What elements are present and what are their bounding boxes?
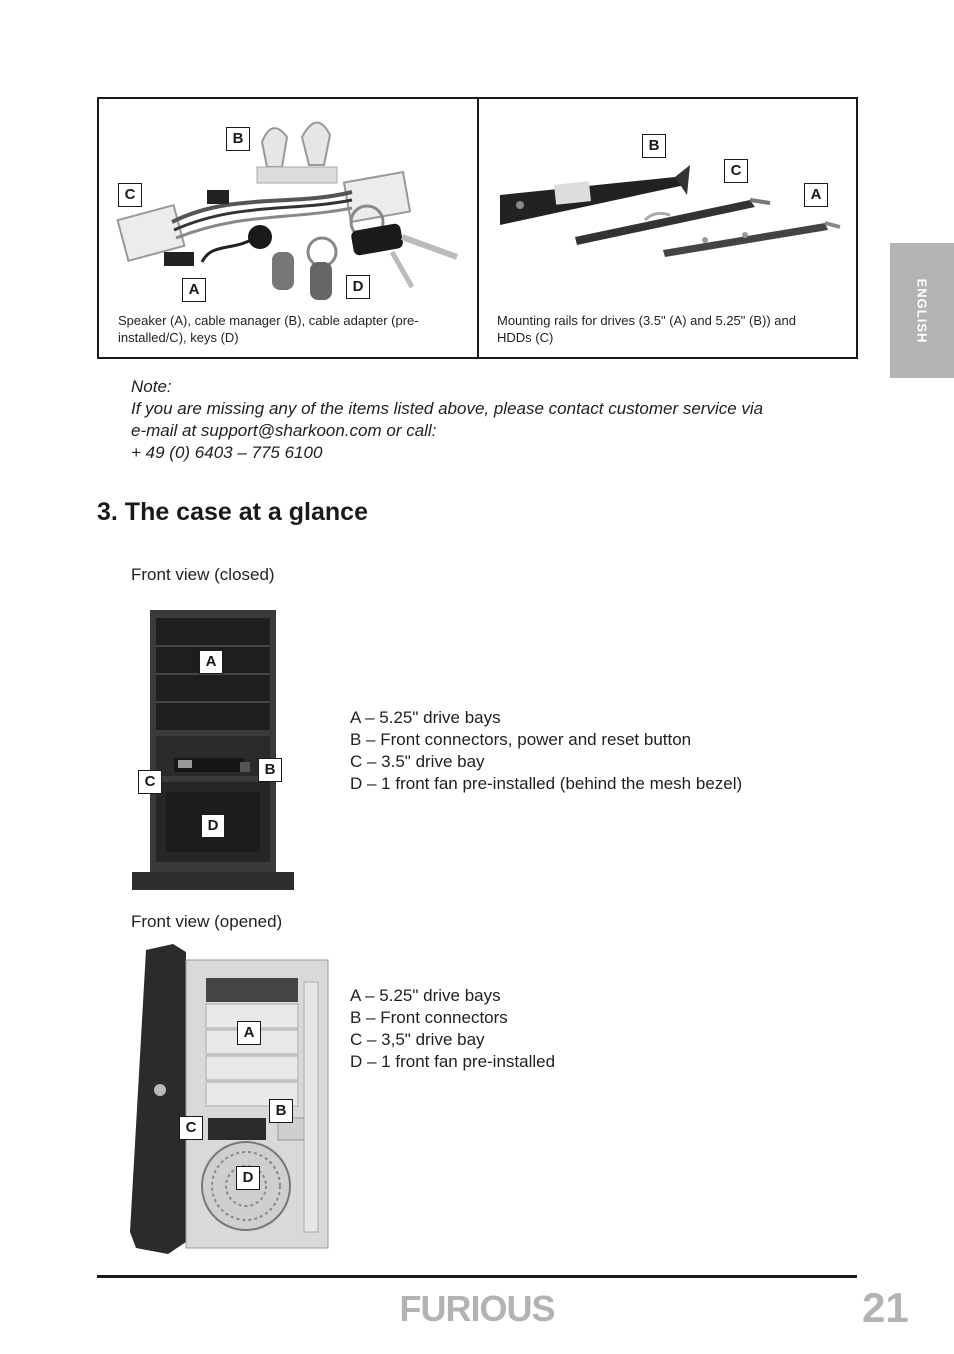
page-number: 21 xyxy=(862,1284,909,1331)
front-closed-subtitle: Front view (closed) xyxy=(131,565,275,584)
label-b-front-opened: B xyxy=(269,1099,293,1123)
front-closed-legend-d: D – 1 front fan pre-installed (behind the mesh bezel) xyxy=(350,774,743,793)
accessories-caption-line1: Speaker (A), cable manager (B), cable adapter (pre- xyxy=(118,313,419,328)
note-label: Note: xyxy=(131,377,172,396)
label-a-rails: A xyxy=(804,183,828,207)
front-opened-legend-d: D – 1 front fan pre-installed xyxy=(350,1052,556,1071)
label-a-front-closed: A xyxy=(199,650,223,674)
language-tab xyxy=(890,243,954,378)
label-b-front-closed: B xyxy=(258,758,282,782)
footer-brand: FURIOUS xyxy=(399,1288,555,1329)
label-c-front-opened: C xyxy=(179,1116,203,1140)
label-d-accessories: D xyxy=(346,275,370,299)
note-line1: If you are missing any of the items listed above, please contact customer service via xyxy=(131,399,764,418)
label-a-accessories: A xyxy=(182,278,206,302)
note-line3: + 49 (0) 6403 – 775 6100 xyxy=(131,443,323,462)
rails-caption xyxy=(497,312,847,346)
front-opened-photo xyxy=(128,942,330,1260)
label-d-front-opened: D xyxy=(236,1166,260,1190)
panel-divider xyxy=(477,99,479,357)
front-opened-legend-b: B – Front connectors xyxy=(350,1008,508,1027)
front-opened-legend xyxy=(350,985,555,1073)
language-tab-label: ENGLISH xyxy=(914,278,930,343)
label-b-accessories: B xyxy=(226,127,250,151)
mounting-rails-photo xyxy=(495,155,845,265)
front-closed-legend-c: C – 3.5" drive bay xyxy=(350,752,485,771)
label-c-rails: C xyxy=(724,159,748,183)
section-title: 3. The case at a glance xyxy=(97,498,368,526)
accessories-caption-line2: installed/C), keys (D) xyxy=(118,330,239,345)
accessories-caption xyxy=(118,312,468,346)
front-closed-legend-a: A – 5.25" drive bays xyxy=(350,708,501,727)
label-a-front-opened: A xyxy=(237,1021,261,1045)
rails-caption-line1: Mounting rails for drives (3.5" (A) and 5.25" (B)) and xyxy=(497,313,796,328)
label-d-front-closed: D xyxy=(201,814,225,838)
front-closed-legend-b: B – Front connectors, power and reset button xyxy=(350,730,692,749)
footer-rule xyxy=(97,1275,857,1278)
front-closed-legend xyxy=(350,707,742,795)
front-opened-legend-c: C – 3,5" drive bay xyxy=(350,1030,485,1049)
label-c-front-closed: C xyxy=(138,770,162,794)
label-c-accessories: C xyxy=(118,183,142,207)
rails-caption-line2: HDDs (C) xyxy=(497,330,554,345)
missing-items-note xyxy=(131,376,871,464)
accessories-photo xyxy=(112,112,472,307)
label-b-rails: B xyxy=(642,134,666,158)
front-opened-legend-a: A – 5.25" drive bays xyxy=(350,986,501,1005)
note-line2: e-mail at support@sharkoon.com or call: xyxy=(131,421,437,440)
front-opened-subtitle: Front view (opened) xyxy=(131,912,283,931)
